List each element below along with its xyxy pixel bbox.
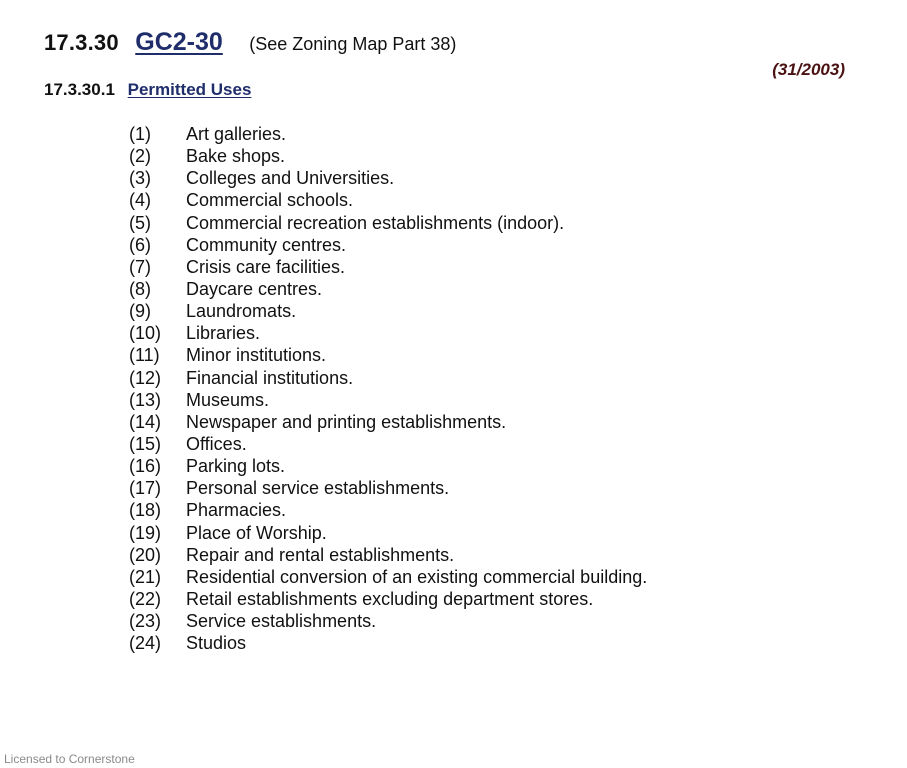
list-item bbox=[129, 632, 647, 654]
list-item-text: Libraries. bbox=[186, 323, 261, 344]
list-item-text: Service establishments. bbox=[186, 611, 377, 632]
list-item-text: Place of Worship. bbox=[186, 522, 327, 543]
list-item bbox=[129, 212, 647, 234]
list-item-text: Studios bbox=[186, 633, 247, 654]
list-item bbox=[129, 433, 647, 455]
list-item-text: Personal service establishments. bbox=[186, 478, 450, 499]
list-item-number: (20) bbox=[129, 544, 162, 565]
list-item bbox=[129, 610, 647, 632]
list-item bbox=[129, 566, 647, 588]
list-item bbox=[129, 344, 647, 366]
list-item-number: (10) bbox=[129, 323, 162, 344]
list-item-number: (23) bbox=[129, 611, 162, 632]
list-item bbox=[129, 167, 647, 189]
list-item-number: (15) bbox=[129, 433, 162, 454]
list-item-number: (3) bbox=[129, 168, 151, 189]
license-footer: Licensed to Cornerstone bbox=[4, 752, 135, 766]
list-item-text: Newspaper and printing establishments. bbox=[186, 411, 507, 432]
list-item bbox=[129, 322, 647, 344]
list-item-text: Laundromats. bbox=[186, 301, 297, 322]
list-item-text: Crisis care facilities. bbox=[186, 256, 346, 277]
subsection-number: 17.3.30.1 bbox=[44, 80, 115, 99]
permitted-uses-list bbox=[129, 123, 647, 654]
list-item-text: Art galleries. bbox=[186, 124, 287, 144]
list-item-number: (6) bbox=[129, 234, 151, 255]
list-item-number: (19) bbox=[129, 522, 162, 543]
amendment-reference: (31/2003) bbox=[772, 60, 845, 79]
list-item-number: (16) bbox=[129, 456, 162, 477]
list-item bbox=[129, 145, 647, 167]
zone-code-link[interactable]: GC2-30 bbox=[135, 28, 223, 56]
list-item-text: Commercial schools. bbox=[186, 190, 354, 211]
list-item-text: Commercial recreation establishments (indoor). bbox=[186, 212, 565, 233]
list-item-text: Repair and rental establishments. bbox=[186, 544, 455, 565]
list-item-text: Financial institutions. bbox=[186, 367, 354, 388]
list-item-number: (11) bbox=[129, 345, 160, 366]
list-item-number: (5) bbox=[129, 212, 151, 233]
list-item-number: (18) bbox=[129, 500, 162, 521]
list-item-text: Parking lots. bbox=[186, 456, 286, 477]
list-item-text: Retail establishments excluding department stores. bbox=[186, 588, 594, 609]
list-item bbox=[129, 234, 647, 256]
list-item bbox=[129, 499, 647, 521]
list-item-text: Bake shops. bbox=[186, 146, 286, 167]
list-item-text: Daycare centres. bbox=[186, 278, 323, 299]
list-item-text: Offices. bbox=[186, 433, 247, 454]
section-number: 17.3.30 bbox=[44, 30, 119, 55]
list-item bbox=[129, 455, 647, 477]
list-item-text: Museums. bbox=[186, 389, 270, 410]
list-item-number: (13) bbox=[129, 389, 162, 410]
list-item bbox=[129, 189, 647, 211]
list-item bbox=[129, 588, 647, 610]
list-item-number: (7) bbox=[129, 256, 151, 277]
list-item bbox=[129, 389, 647, 411]
list-item-number: (24) bbox=[129, 633, 162, 654]
list-item bbox=[129, 522, 647, 544]
list-item-text: Colleges and Universities. bbox=[186, 168, 395, 189]
zoning-map-reference: (See Zoning Map Part 38) bbox=[249, 34, 457, 54]
list-item-number: (14) bbox=[129, 411, 162, 432]
list-item bbox=[129, 278, 647, 300]
subsection-title-link[interactable]: Permitted Uses bbox=[127, 80, 252, 99]
list-item-number: (4) bbox=[129, 190, 151, 211]
list-item-number: (12) bbox=[129, 367, 162, 388]
list-item bbox=[129, 411, 647, 433]
list-item-number: (8) bbox=[129, 278, 151, 299]
list-item-number: (21) bbox=[129, 566, 162, 587]
list-item bbox=[129, 300, 647, 322]
list-item-number: (17) bbox=[129, 478, 162, 499]
list-item-text: Residential conversion of an existing commercial building. bbox=[186, 566, 648, 587]
subsection-heading bbox=[44, 80, 251, 100]
list-item bbox=[129, 367, 647, 389]
list-item-text: Minor institutions. bbox=[186, 345, 327, 366]
list-item-number: (22) bbox=[129, 588, 162, 609]
list-item-number: (9) bbox=[129, 301, 151, 322]
list-item bbox=[129, 123, 647, 145]
section-heading bbox=[44, 28, 456, 57]
list-item-number: (1) bbox=[129, 124, 151, 144]
list-item-text: Community centres. bbox=[186, 234, 347, 255]
list-item bbox=[129, 256, 647, 278]
list-item bbox=[129, 544, 647, 566]
list-item-number: (2) bbox=[129, 146, 151, 167]
list-item-text: Pharmacies. bbox=[186, 500, 287, 521]
list-item bbox=[129, 477, 647, 499]
